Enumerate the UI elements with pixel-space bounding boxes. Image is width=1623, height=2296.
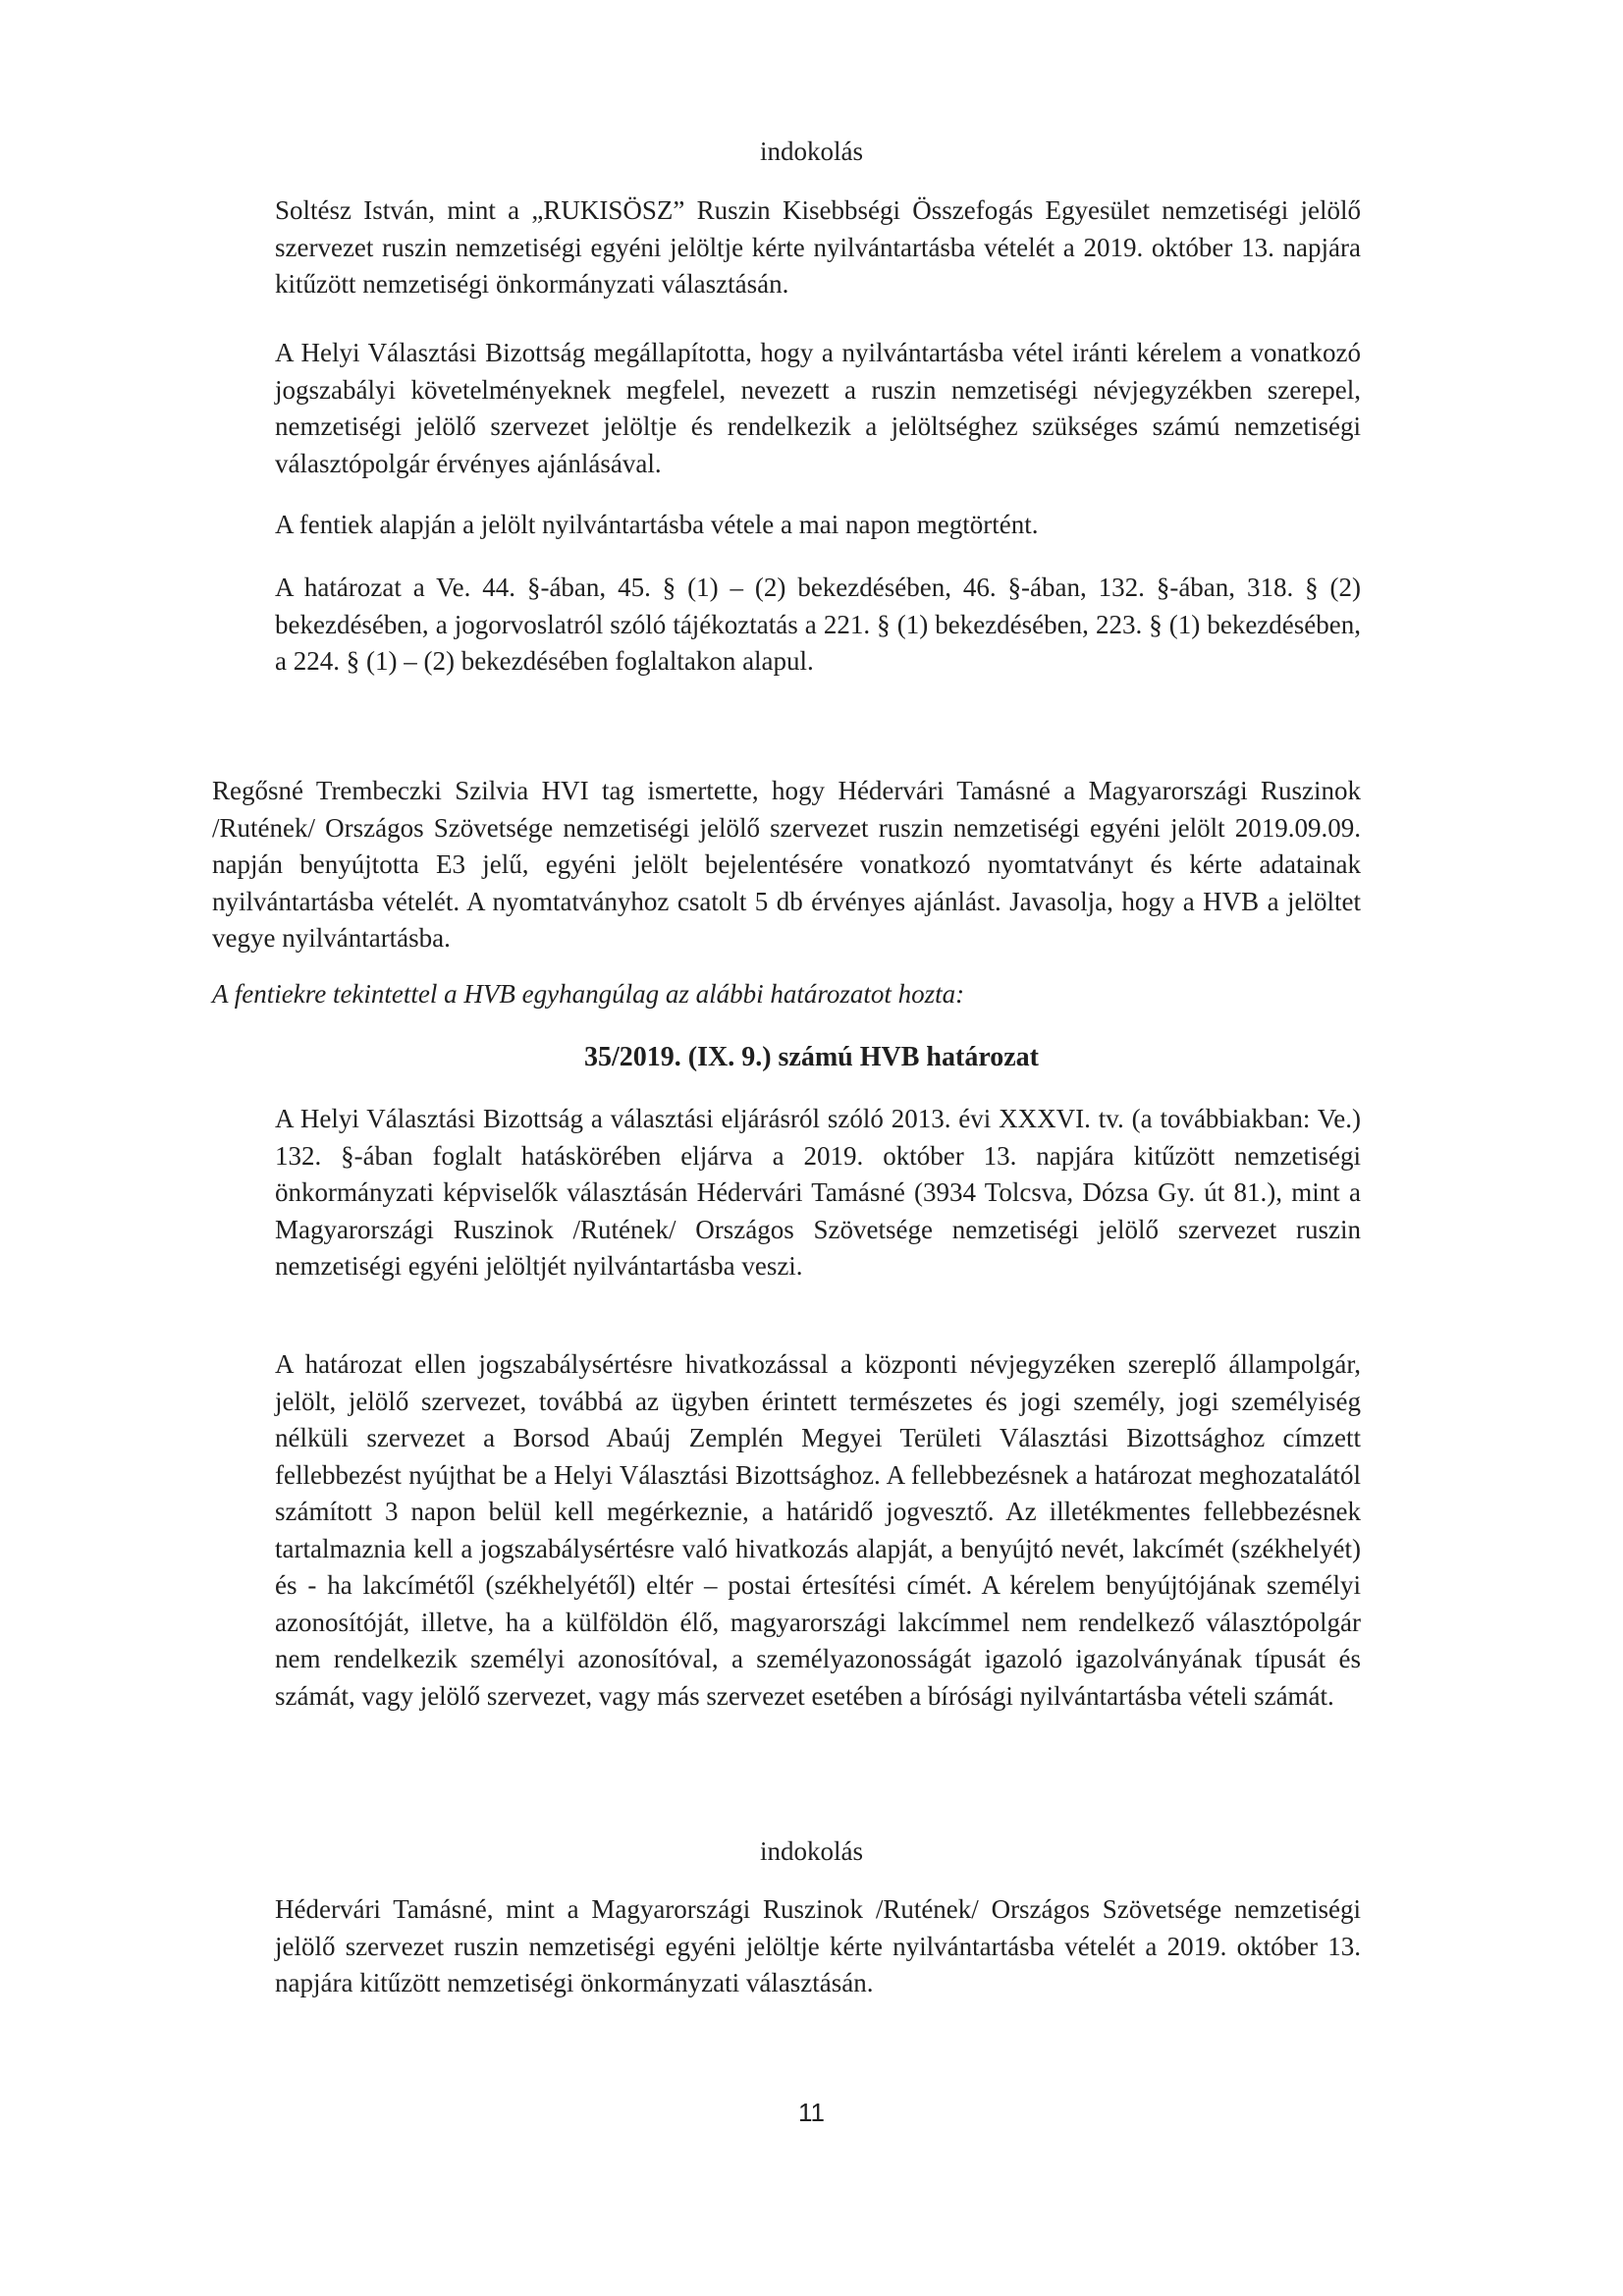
indokolas-heading-top: indokolás [760,137,863,166]
appeal-information-paragraph: A határozat ellen jogszabálysértésre hivatkozással a központi névjegyzéken szereplő állampolgár, jelölt, jelölő szervezet, továbbá az ügyben érintett természetes és jogi személy, jogi személyiség nélküli szervezet a Borsod Abaúj Zemplén Megyei Területi Választási Bizottsághoz címzett fellebbezést nyújthat be a Helyi Választási Bizottsághoz. A fellebbezésnek a határozat meghozatalától számított 3 napon belül kell megérkeznie, a határidő jogvesztő. Az illetékmentes fellebbezésnek tartalmaznia kell a jogszabálysértésre való hivatkozás alapját, a benyújtó nevét, lakcímét (székhelyét) és - ha lakcímétől (székhelyétől) eltér – postai értesítési címét. A kérelem benyújtójának személyi azonosítóját, illetve, ha a külföldön élő, magyarországi lakcímmel nem rendelkező választópolgár nem rendelkezik személyi azonosítóval, a személyazonosságát igazoló igazolványának típusát és számát, vagy jelölő szervezet, vagy más szervezet esetében a bírósági nyilvántartásba vételi számát. [275,1349,1361,1711]
resolution-title: 35/2019. (IX. 9.) számú HVB határozat [583,1042,1039,1072]
member-report-paragraph: Regősné Trembeczki Szilvia HVI tag ismertette, hogy Hédervári Tamásné a Magyarországi Ruszinok /Rutének/ Országos Szövetsége nemzetiségi jelölő szervezet ruszin nemzetiségi egyéni jelölt 2019.09.09. napján benyújtotta E3 jelű, egyéni jelölt bejelentésére vonatkozó nyomtatványt és kérte adatainak nyilvántartásba vételét. A nyomtatványhoz csatolt 5 db érvényes ajánlást. Javasolja, hogy a HVB a jelöltet vegye nyilvántartásba. [212,776,1361,953]
page-number: 11 [798,2098,825,2127]
resolution-paragraph-1: A Helyi Választási Bizottság a választási eljárásról szóló 2013. évi XXXVI. tv. (a továbbiakban: Ve.) 132. §-ában foglalt hatáskörében eljárva a 2019. október 13. napjára kitűzött nemzetiségi önkormányzati képviselők választásán Hédervári Tamásné (3934 Tolcsva, Dózsa Gy. út 81.), mint a Magyarországi Ruszinok /Rutének/ Országos Szövetsége nemzetiségi jelölő szervezet ruszin nemzetiségi egyéni jelöltjét nyilvántartásba veszi. [275,1104,1361,1281]
justification-paragraph-3: A fentiek alapján a jelölt nyilvántartásba vétele a mai napon megtörtént. [275,510,1039,539]
justification-paragraph-2: A Helyi Választási Bizottság megállapította, hogy a nyilvántartásba vétel iránti kérelem a vonatkozó jogszabályi követelményeknek megfelel, nevezett a ruszin nemzetiségi névjegyzékben szerepel, nemzetiségi jelölő szervezet jelöltje és rendelkezik a jelöltséghez szükséges számú nemzetiségi választópolgár érvényes ajánlásával. [275,338,1361,478]
justification-paragraph-1: Soltész István, mint a „RUKISÖSZ” Ruszin Kisebbségi Összefogás Egyesület nemzetiségi jelölő szervezet ruszin nemzetiségi egyéni jelöltje kérte nyilvántartásba vételét a 2019. október 13. napjára kitűzött nemzetiségi önkormányzati választásán. [275,195,1361,299]
indokolas-heading-bottom: indokolás [760,1836,863,1866]
legal-basis-paragraph: A határozat a Ve. 44. §-ában, 45. § (1) – (2) bekezdésében, 46. §-ában, 132. §-ában, 318. § (2) bekezdésében, a jogorvoslatról szóló tájékoztatás a 221. § (1) bekezdésében, 223. § (1) bekezdésében, a 224. § (1) – (2) bekezdésében foglaltakon alapul. [275,573,1361,676]
decision-intro: A fentiekre tekintettel a HVB egyhangúlag az alábbi határozatot hozta: [212,979,965,1009]
resolution-justification-paragraph: Hédervári Tamásné, mint a Magyarországi Ruszinok /Rutének/ Országos Szövetsége nemzetiségi jelölő szervezet ruszin nemzetiségi egyéni jelöltje kérte nyilvántartásba vételét a 2019. október 13. napjára kitűzött nemzetiségi önkormányzati választásán. [275,1894,1361,1997]
